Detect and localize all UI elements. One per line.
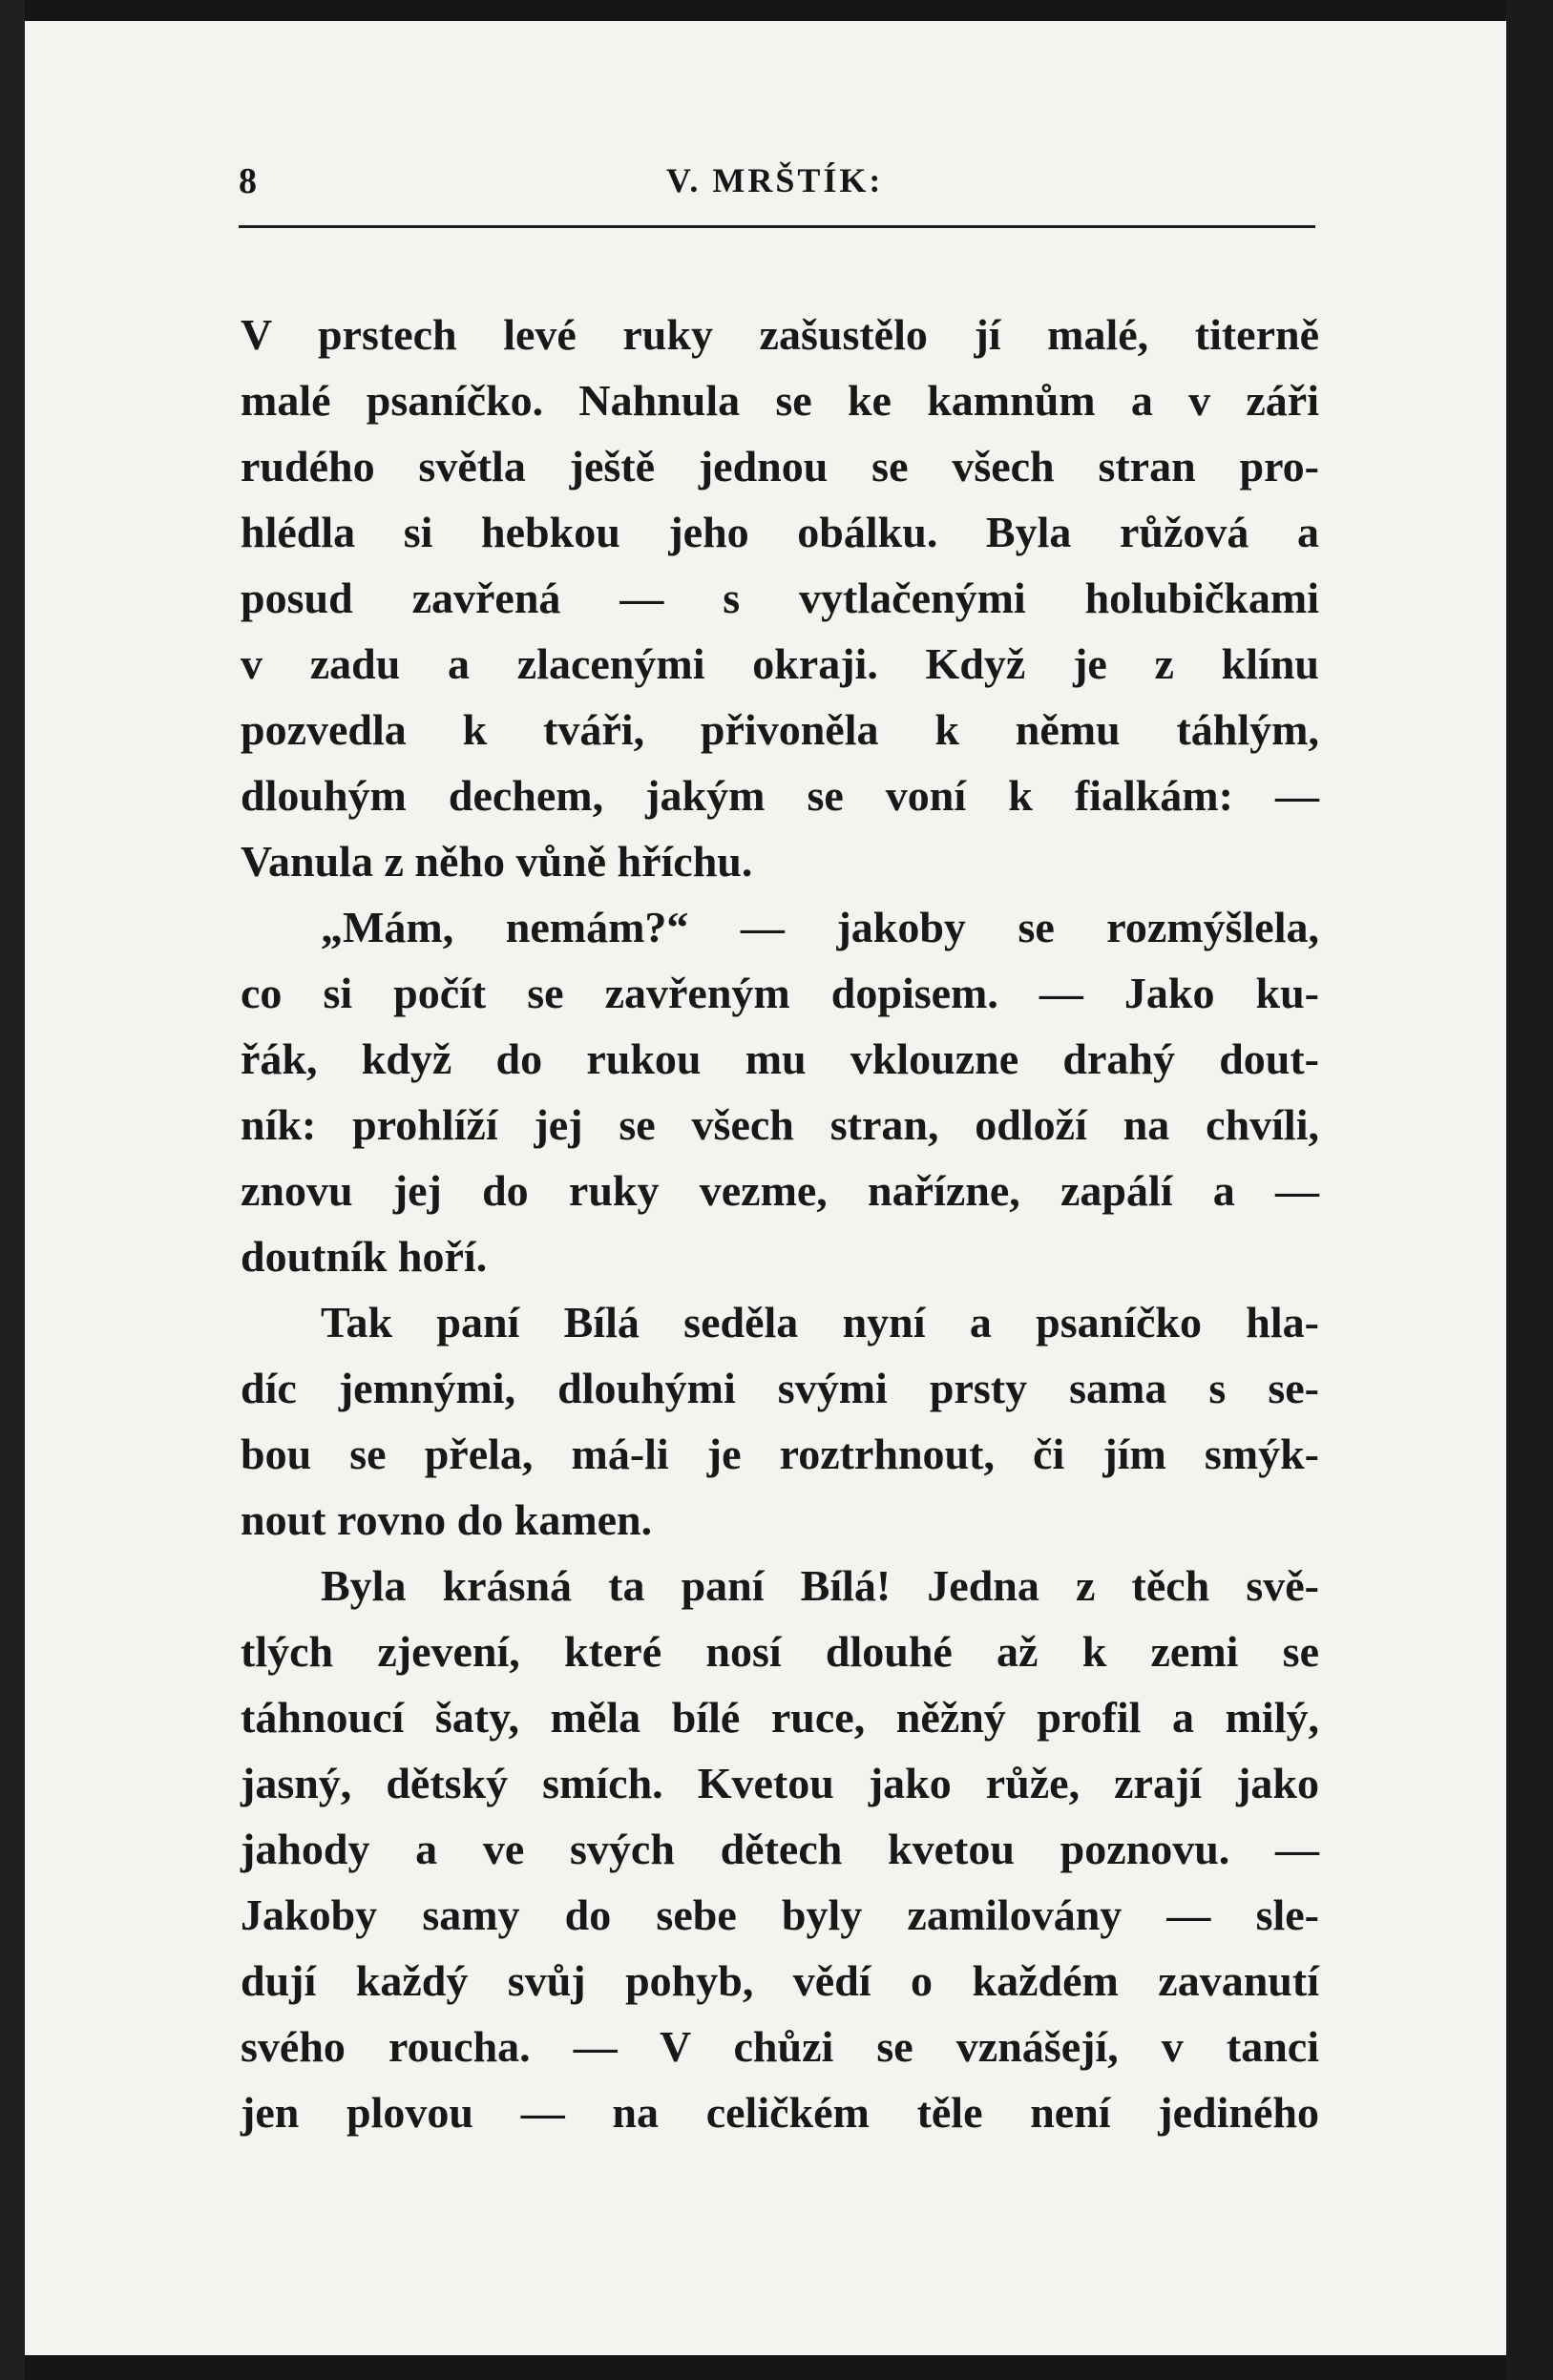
text-line: řák, když do rukou mu vklouzne drahý dout- (241, 1034, 1319, 1083)
text-line: díc jemnými, dlouhými svými prsty sama s se- (241, 1364, 1319, 1412)
text-line: doutník hoří. (241, 1232, 488, 1281)
text-line: jasný, dětský smích. Kvetou jako růže, zrají jako (241, 1759, 1319, 1807)
text-line: táhnoucí šaty, měla bílé ruce, něžný profil a milý, (241, 1693, 1319, 1742)
paragraph (241, 894, 1319, 1289)
text-line: V prstech levé ruky zašustělo jí malé, titerně (241, 310, 1319, 359)
text-line: posud zavřená — s vytlačenými holubičkami (241, 574, 1319, 622)
paragraph (241, 1553, 1319, 2145)
text-line: hlédla si hebkou jeho obálku. Byla růžová a (241, 508, 1319, 556)
text-line: malé psaníčko. Nahnula se ke kamnům a v záři (241, 376, 1319, 425)
paragraph (241, 302, 1319, 894)
text-line: Vanula z něho vůně hříchu. (241, 837, 753, 886)
text-line: Jakoby samy do sebe byly zamilovány — sle- (241, 1890, 1319, 1939)
text-line: „Mám, nemám?“ — jakoby se rozmýšlela, (321, 903, 1319, 951)
text-line: jen plovou — na celičkém těle není jediného (241, 2088, 1319, 2137)
header-rule (239, 225, 1315, 228)
text-line: Byla krásná ta paní Bílá! Jedna z těch svě- (321, 1561, 1319, 1610)
text-line: dují každý svůj pohyb, vědí o každém zavanutí (241, 1956, 1319, 2005)
paragraph (241, 1289, 1319, 1553)
page-number: 8 (239, 161, 257, 201)
text-line: ník: prohlíží jej se všech stran, odloží na chvíli, (241, 1100, 1319, 1149)
text-line: tlých zjevení, které nosí dlouhé až k zemi se (241, 1627, 1319, 1676)
text-line: bou se přela, má-li je roztrhnout, či jím smýk- (241, 1430, 1319, 1478)
running-title: V. MRŠTÍK: (666, 161, 884, 199)
body-text (241, 302, 1319, 2145)
text-line: znovu jej do ruky vezme, nařízne, zapálí a — (241, 1166, 1319, 1215)
text-line: Tak paní Bílá seděla nyní a psaníčko hla- (321, 1298, 1319, 1347)
text-line: pozvedla k tváři, přivoněla k němu táhlým, (241, 705, 1319, 754)
text-line: nout rovno do kamen. (241, 1495, 653, 1544)
left-page-edge (0, 0, 25, 2380)
text-line: v zadu a zlacenými okraji. Když je z klínu (241, 639, 1319, 688)
running-head (239, 160, 1317, 218)
text-line: jahody a ve svých dětech kvetou poznovu. — (241, 1825, 1319, 1873)
text-line: co si počít se zavřeným dopisem. — Jako ku- (241, 969, 1319, 1017)
right-page-edge (1506, 0, 1553, 2380)
text-line: svého roucha. — V chůzi se vznášejí, v tanci (241, 2022, 1319, 2071)
text-line: dlouhým dechem, jakým se voní k fialkám: — (241, 771, 1319, 820)
book-page (25, 21, 1506, 2355)
text-line: rudého světla ještě jednou se všech stran pro- (241, 442, 1319, 491)
